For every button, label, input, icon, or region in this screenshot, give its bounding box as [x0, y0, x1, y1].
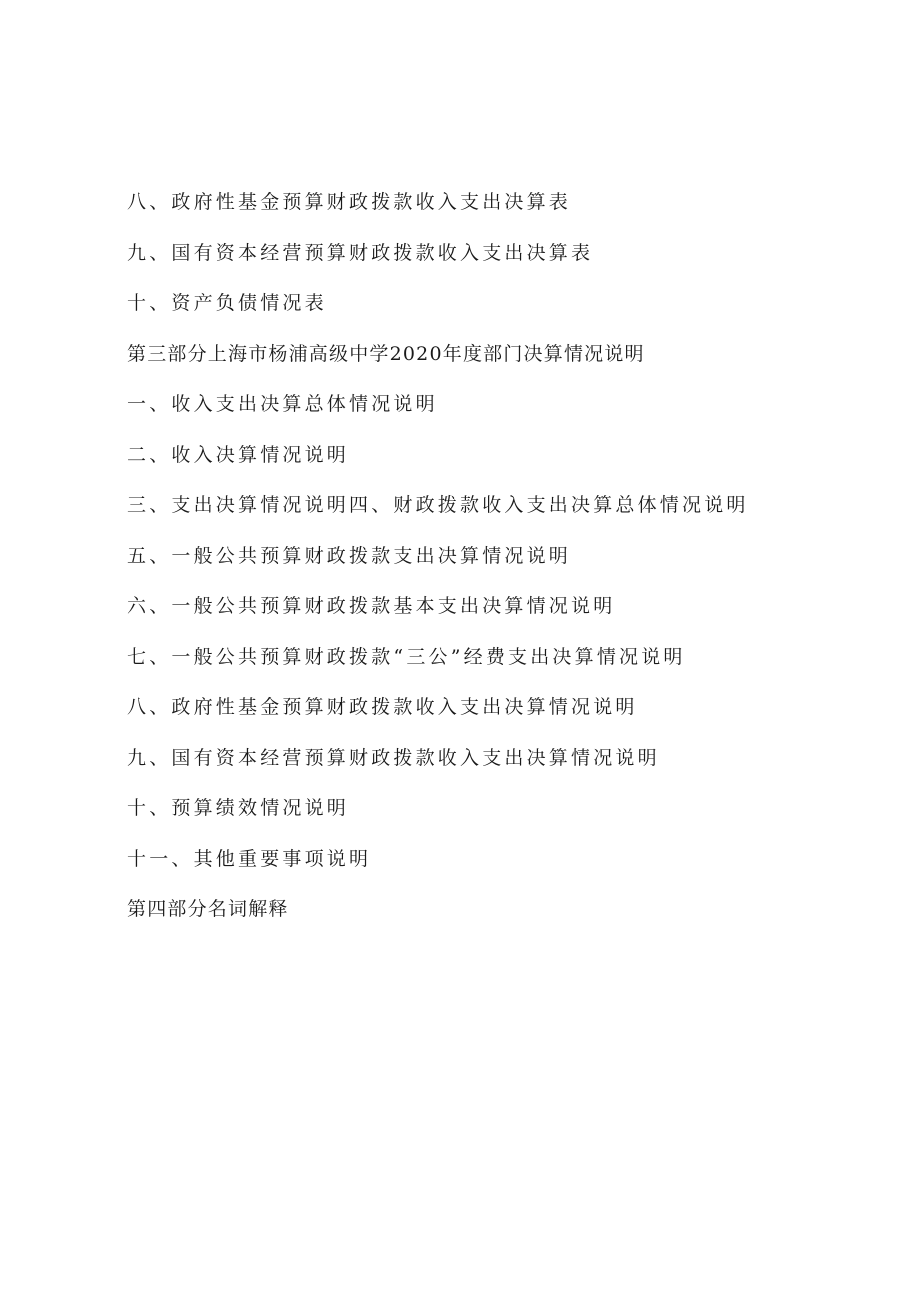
- toc-line-gov-fund-table: 八、政府性基金预算财政拨款收入支出决算表: [127, 191, 572, 213]
- toc-line-other-matters: 十一、其他重要事项说明: [127, 847, 372, 870]
- toc-line-three-public-expenses: 七、一般公共预算财政拨款“三公”经费支出决算情况说明: [127, 645, 686, 668]
- toc-line-state-capital-table: 九、国有资本经营预算财政拨款收入支出决算表: [127, 241, 594, 264]
- toc-part-four-heading: 第四部分名词解释: [127, 898, 289, 920]
- toc-line-overall-income-expense: 一、收入支出决算总体情况说明: [127, 393, 438, 415]
- toc-line-general-budget-expense: 五、一般公共预算财政拨款支出决算情况说明: [127, 544, 572, 567]
- toc-line-performance: 十、预算绩效情况说明: [127, 797, 350, 819]
- toc-line-balance-sheet: 十、资产负债情况表: [127, 292, 327, 314]
- toc-line-gov-fund-explanation: 八、政府性基金预算财政拨款收入支出决算情况说明: [127, 696, 638, 718]
- table-of-contents: [127, 186, 887, 944]
- toc-line-income: 二、收入决算情况说明: [127, 443, 350, 466]
- toc-part-three-heading: 第三部分上海市杨浦高级中学2020年度部门决算情况说明: [127, 342, 645, 365]
- toc-line-general-budget-basic-expense: 六、一般公共预算财政拨款基本支出决算情况说明: [127, 595, 616, 617]
- toc-line-expense-and-appropriation: 三、支出决算情况说明四、财政拨款收入支出决算总体情况说明: [127, 494, 749, 516]
- toc-line-state-capital-explanation: 九、国有资本经营预算财政拨款收入支出决算情况说明: [127, 746, 660, 769]
